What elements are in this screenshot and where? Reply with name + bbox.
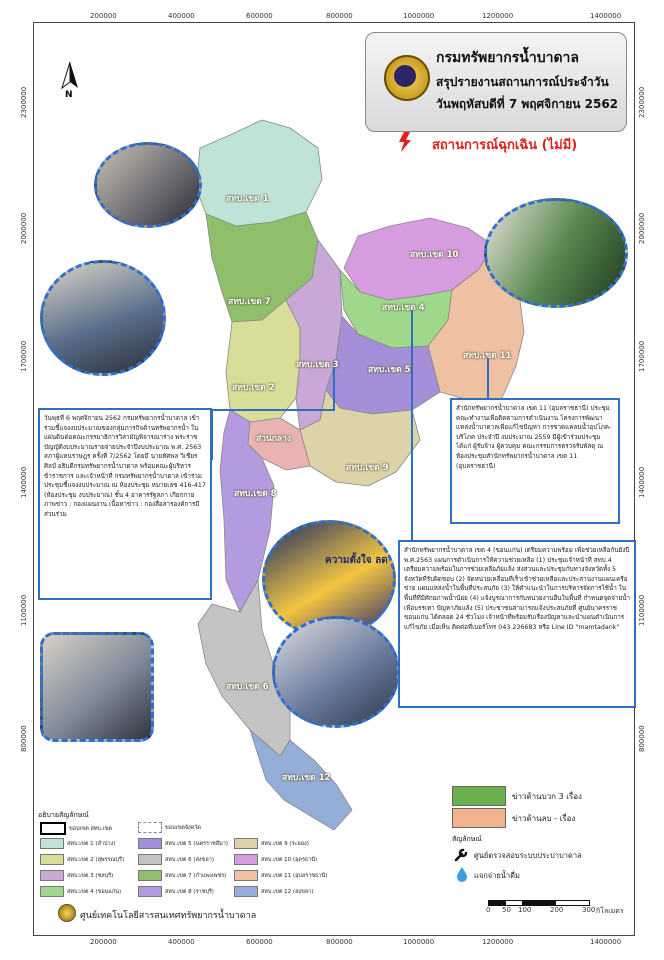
scale-tick: 50 xyxy=(502,906,511,914)
legend-zone-boundary xyxy=(40,822,112,835)
coord-x-top: 1200000 xyxy=(482,12,514,20)
positive-news-label: ข่าวด้านบวก 3 เรื่อง xyxy=(512,792,582,801)
zone-label-9: สทบ.เขต 9 xyxy=(346,463,389,473)
zone-label-7: สทบ.เขต 7 xyxy=(228,297,271,307)
symbol-water-label: แจกจ่ายน้ำดื่ม xyxy=(474,871,520,880)
legend-item xyxy=(40,854,124,865)
legend-zone-boundary-label: ขอบเขต สทบ.เขต xyxy=(69,825,112,832)
coord-y-right: 800000 xyxy=(638,725,646,752)
scale-bar xyxy=(486,900,624,920)
news-text-left: วันพุธที่ 6 พฤศจิกายน 2562 กรมทรัพยากรน้ำบาดาล เข้าร่วมชี้แจงงบประมาณของกลุ่มภารกิจด้านทรัพยากรน้ำ ในแผ่นดินต่อคณะกรรมาธิการวิสามัญพิจารณาร่าง พระราชบัญญัติงบประมาณรายจ่ายประจำปีงบประมาณ พ.ศ. 2563 สภาผู้แทนราษฎร ครั้งที่ 7/2562 โดยมี นายทัศพล วิเชียรศิลป์ อธิบดีกรมทรัพยากรน้ำบาดาล พร้อมคณะผู้บริหาร ข้าราชการ และเจ้าหน้าที่ กรมทรัพยากรน้ำบาดาล เข้าร่วมประชุมชี้แจงงบประมาณ ณ ห้องประชุม หมายเลข 416-417 (ห้องประชุม งบประมาณ) ชั้น 4 อาคารรัฐสภา เกียกกาย ภาพข่าว : กองแผนงาน เนื้อหาข่าว : กองสื่อสารองค์การมีส่วนร่วม xyxy=(38,408,212,600)
zone-label-3: สทบ.เขต 3 xyxy=(296,360,339,370)
coord-x-bottom: 1200000 xyxy=(482,938,514,946)
coord-x-top: 1000000 xyxy=(403,12,435,20)
legend-item xyxy=(40,838,115,849)
report-date: วันพฤหัสบดีที่ 7 พฤศจิกายน 2562 xyxy=(436,97,619,111)
negative-news-label: ข่าวด้านลบ - เรื่อง xyxy=(512,814,576,823)
coord-y-left: 2300000 xyxy=(20,86,28,118)
coord-y-right: 1100000 xyxy=(638,594,646,626)
emergency-status: สถานการณ์ฉุกเฉิน (ไม่มี) xyxy=(432,138,578,153)
legend-item xyxy=(234,870,327,881)
legend-item xyxy=(138,886,214,897)
legend-item xyxy=(40,886,121,897)
legend-item-label: สทบ.เขต 12 (สงขลา) xyxy=(261,888,314,895)
coord-y-right: 1400000 xyxy=(638,466,646,498)
coord-x-bottom: 400000 xyxy=(168,938,195,946)
coord-y-left: 1100000 xyxy=(20,594,28,626)
water-drop-icon xyxy=(455,866,469,882)
coord-x-top: 800000 xyxy=(326,12,353,20)
report-subtitle: สรุปรายงานสถานการณ์ประจำวัน xyxy=(436,75,609,89)
coord-y-right: 1700000 xyxy=(638,340,646,372)
scale-tick: 300 xyxy=(582,906,596,914)
zone-label-5: สทบ.เขต 5 xyxy=(368,365,411,375)
symbol-repair-label: ศูนย์ตรวจสอบระบบประปาบาดาล xyxy=(474,851,582,860)
coord-x-top: 200000 xyxy=(90,12,117,20)
coord-x-bottom: 800000 xyxy=(326,938,353,946)
zone-label-2: สทบ.เขต 2 xyxy=(232,383,275,393)
zone-label-11: สทบ.เขต 11 xyxy=(463,351,512,361)
legend-title: อธิบายสัญลักษณ์ xyxy=(38,811,89,819)
zone-label-12: สทบ.เขต 12 xyxy=(282,773,331,783)
scale-tick: 0 xyxy=(486,906,491,914)
legend-province-boundary-label: ขอบเขตจังหวัด xyxy=(165,824,201,831)
news-text-right-top: สำนักทรัพยากรน้ำบาดาล เขต 11 (อุบลราชธานี) ประชุมคณะทำงานเพื่อติดตามการดำเนินงาน โครงการพัฒนาแหล่งน้ำบาดาลเพื่อแก้ไขปัญหา การขาดแคลนน้ำอุปโภค-บริโภค ประจำปี งบประมาณ 2559 มีผู้เข้าร่วมประชุมได้แก่ ผู้รับจ้าง ผู้ควบคุม คณะกรรมการตรวจรับพัสดุ ณ ห้องประชุมสำนักทรัพยากรน้ำบาดาล เขต 11 (อุบลราชธานี) xyxy=(450,398,620,524)
legend-item xyxy=(138,870,226,881)
legend-item-label: สทบ.เขต 11 (อุบลราชธานี) xyxy=(261,872,328,879)
legend-province-boundary xyxy=(138,822,201,833)
legend-item-label: สทบ.เขต 5 (นครราชสีมา) xyxy=(165,840,228,847)
scale-tick: 100 xyxy=(518,906,532,914)
news-photo-meeting-1 xyxy=(94,142,202,228)
legend-item xyxy=(138,838,228,849)
coord-y-left: 800000 xyxy=(20,725,28,752)
footer-org: ศูนย์เทคโนโลยีสารสนเทศทรัพยากรน้ำบาดาล xyxy=(80,911,257,921)
footer-seal xyxy=(58,904,76,922)
scale-tick: 200 xyxy=(550,906,564,914)
coord-y-right: 2300000 xyxy=(638,86,646,118)
legend-item xyxy=(40,870,113,881)
coord-x-bottom: 600000 xyxy=(246,938,273,946)
legend-item xyxy=(234,886,313,897)
positive-news-swatch xyxy=(452,786,506,806)
legend-item-label: สทบ.เขต 6 (สงขลา) xyxy=(165,856,214,863)
symbols-title: สัญลักษณ์ xyxy=(452,835,482,843)
coord-y-left: 2000000 xyxy=(20,212,28,244)
legend-item-label: สทบ.เขต 1 (ลำปาง) xyxy=(67,840,116,847)
scale-unit: กิโลเมตร xyxy=(596,907,624,915)
department-title: กรมทรัพยากรน้ำบาดาล xyxy=(436,50,579,66)
coord-x-top: 400000 xyxy=(168,12,195,20)
coord-x-top: 1400000 xyxy=(590,12,622,20)
wrench-icon xyxy=(454,848,468,862)
legend-item-label: สทบ.เขต 9 (ระยอง) xyxy=(261,840,309,847)
news-photo-presenter xyxy=(272,616,400,728)
coord-y-left: 1700000 xyxy=(20,340,28,372)
banner-text: ความตั้งใจ ลด xyxy=(325,555,388,566)
news-text-right-mid: สำนักทรัพยากรน้ำบาดาล เขต 4 (ขอนแก่น) เตรียมความพร้อม เพื่อช่วยเหลือกันยังปี พ.ศ.2563 แผนการดำเนินการให้ความช่วยเหลือ (1) ประชุมเจ้าหน้าที่ สทบ.4 เตรียมความพร้อมในการช่วยเหลือภัยแล้ง ส่งส่วนและประชุมกับทางจังหวัดทั้ง 5 จังหวัดที่รับผิดชอบ (2) จัดหน่วยเคลื่อนที่เร็วเข้าช่วยเหลือและประสานงานแผนเครือข่าย แผนแหล่งน้ำในพื้นที่ประสบภัย (3) ให้คำแนะนำในการบริหารจัดการใช้น้ำ ในพื้นที่ที่มีศักยภาพน้ำน้อย (4) แจ้งบูรณาการกับหน่วยงานอื่นในพื้นที่ กำหนดจุดจ่ายน้ำเพื่อบรรเทา ปัญหาภัยแล้ง (5) ประชาชนสามารถแจ้งประสบภัยที่ ศูนย์นาครราช ขอนแก่น ได้ตลอด 24 ชั่วโมง เจ้าหน้าที่พร้อมรับเรื่องปัญหาและนำแผนดำเนินการแก้ไขภัย เมื่อเห็น ติดต่อที่เบอร์โทร 043 236683 หรือ Line ID "mamtadank" xyxy=(398,540,636,708)
legend-item-label: สทบ.เขต 10 (อุดรธานี) xyxy=(261,856,318,863)
zone-label-6: สทบ.เขต 6 xyxy=(226,682,269,692)
legend-item-label: สทบ.เขต 3 (ชลบุรี) xyxy=(67,872,114,879)
coord-x-bottom: 1000000 xyxy=(403,938,435,946)
coord-x-top: 600000 xyxy=(246,12,273,20)
zone-label-10: สทบ.เขต 10 xyxy=(410,250,459,260)
legend-item xyxy=(234,854,317,865)
news-photo-meeting-2 xyxy=(40,260,166,376)
north-label: N xyxy=(65,90,73,100)
legend-item-label: สทบ.เขต 8 (ราชบุรี) xyxy=(165,888,214,895)
legend-item xyxy=(234,838,309,849)
legend-item-label: สทบ.เขต 7 (กำแพงเพชร) xyxy=(165,872,227,879)
news-photo-official xyxy=(484,198,628,308)
zone-label-central: ส่วนกลาง xyxy=(256,434,292,444)
coord-y-left: 1400000 xyxy=(20,466,28,498)
news-photo-conference xyxy=(40,632,154,742)
legend-item xyxy=(138,854,214,865)
zone-label-8: สทบ.เขต 8 xyxy=(234,489,277,499)
coord-x-bottom: 200000 xyxy=(90,938,117,946)
coord-y-right: 2000000 xyxy=(638,212,646,244)
negative-news-swatch xyxy=(452,808,506,828)
legend-item-label: สทบ.เขต 2 (สุพรรณบุรี) xyxy=(67,856,125,863)
coord-x-bottom: 1400000 xyxy=(590,938,622,946)
zone-1-area xyxy=(196,120,322,226)
zone-label-4: สทบ.เขต 4 xyxy=(382,303,425,313)
legend-item-label: สทบ.เขต 4 (ขอนแก่น) xyxy=(67,888,122,895)
zone-label-1: สทบ.เขต 1 xyxy=(226,194,269,204)
